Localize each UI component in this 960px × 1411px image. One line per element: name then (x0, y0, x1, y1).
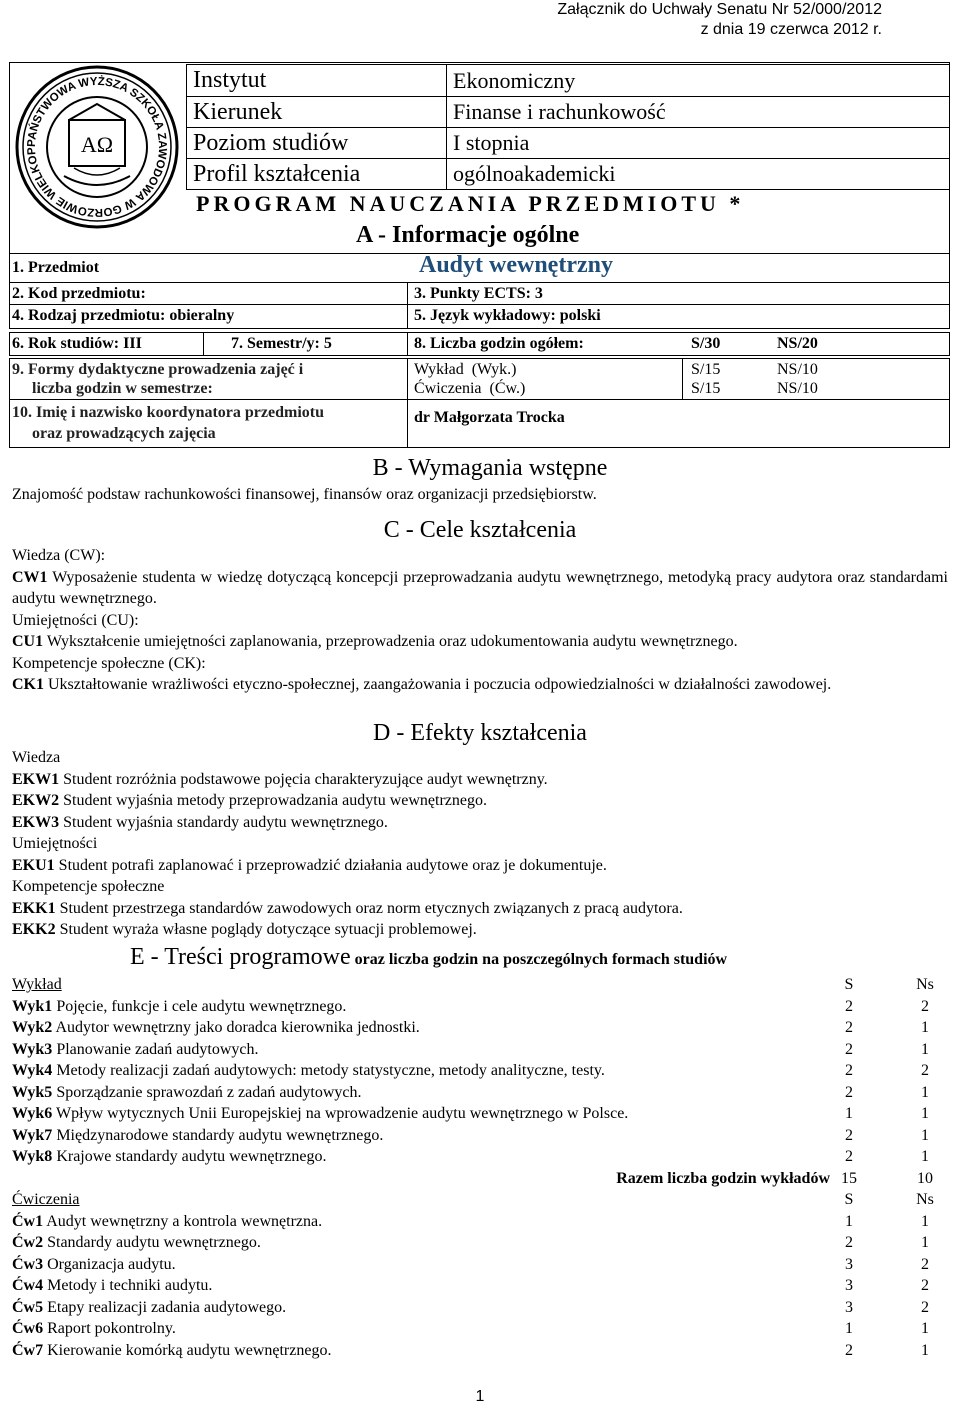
section-e-title-big: E - Treści programowe (130, 944, 351, 970)
form-wyk-s: S/15 (691, 361, 721, 378)
cw-row (12, 1297, 948, 1319)
p10-label (12, 402, 324, 444)
cw-row (12, 1254, 948, 1276)
wyk-hours-ns: 2 (921, 1062, 929, 1079)
cw-hours-s: 1 (845, 1320, 853, 1337)
wyk-hours-ns: 1 (921, 1148, 929, 1165)
wyk-hours-ns: 1 (921, 1040, 929, 1058)
university-logo (14, 64, 180, 230)
cw1-text: Wyposażenie studenta w wiedzę dotyczącą koncepcji przeprowadzania audytu wewnętrznego, metodyką pracy audytora oraz standardami audytu wewnętrznego. (12, 568, 948, 607)
poziom-value: I stopnia (447, 128, 950, 159)
wyk-hours-s: 2 (845, 1126, 853, 1144)
program-title: PROGRAM NAUCZANIA PRZEDMIOTU * (196, 191, 745, 216)
section-c-title: C - Cele kształcenia (383, 517, 577, 543)
p8-s: S/30 (691, 335, 721, 352)
profil-value: ogólnoakademicki (447, 159, 950, 190)
section-d-body (12, 747, 948, 941)
cu1-text: Wykształcenie umiejętności zaplanowania, przeprowadzenia oraz udokumentowania audytu wewnętrznego. (46, 633, 738, 650)
ekw1-text: Student rozróżnia podstawowe pojęcia charakteryzujące audyt wewnętrzny. (63, 770, 548, 788)
cw-text: Standardy audytu wewnętrznego. (47, 1234, 261, 1251)
wyk-row (12, 996, 948, 1018)
form-cw-ns: NS/10 (777, 380, 818, 397)
cw-hours-s: 2 (845, 1234, 853, 1251)
wyk-text: Sporządzanie sprawozdań z zadań audytowych. (56, 1083, 362, 1101)
wyk-hours-s: 2 (845, 1040, 853, 1058)
cw-row (12, 1340, 948, 1362)
wyk-row (12, 1103, 948, 1125)
cw-code: Ćw3 (12, 1255, 44, 1273)
wyk-text: Pojęcie, funkcje i cele audytu wewnętrznego. (56, 997, 347, 1015)
c-um-head: Umiejętności (CU): (12, 611, 139, 629)
wyk-rows (12, 996, 948, 1168)
ekw3-code: EKW3 (12, 813, 60, 831)
cw-hours-s: 3 (845, 1298, 853, 1316)
cw-head: Ćwiczenia (12, 1191, 80, 1208)
coordinator-name: dr Małgorzata Trocka (414, 409, 565, 426)
cw-code: Ćw6 (12, 1320, 44, 1337)
poziom-label: Poziom studiów (187, 128, 447, 159)
p8-label: 8. Liczba godzin ogółem: (414, 335, 584, 352)
wyk-hours-s: 2 (845, 997, 853, 1015)
cw-text: Audyt wewnętrzny a kontrola wewnętrzna. (46, 1212, 323, 1230)
ck1-text: Ukształtowanie wrażliwości etyczno-społecznej, zaangażowania i poczucia odpowiedzialności w działalności zawodowej. (48, 676, 832, 693)
wyk-hours-ns: 1 (921, 1019, 929, 1036)
wyk-code: Wyk3 (12, 1040, 53, 1058)
p2-label: 2. Kod przedmiotu: (12, 285, 146, 302)
eku1-text: Student potrafi zaplanować i przeprowadzić działania audytowe oraz je dokumentuje. (58, 856, 607, 874)
col-ns-head: Ns (916, 976, 934, 993)
d-um-head: Umiejętności (12, 835, 98, 852)
p9-forms (414, 360, 525, 398)
cw-hours-s: 3 (845, 1277, 853, 1294)
ekw1 (12, 769, 948, 791)
wyk-code: Wyk1 (12, 997, 53, 1015)
cu1 (12, 631, 948, 653)
cu1-code: CU1 (12, 633, 44, 650)
institution-table (186, 64, 950, 190)
p9-ns (777, 360, 818, 398)
p5-label: 5. Język wykładowy: polski (414, 307, 601, 324)
wyk-text: Planowanie zadań audytowych. (56, 1040, 259, 1058)
wyk-hours-s: 2 (845, 1019, 853, 1036)
p10-label-line-1: 10. Imię i nazwisko koordynatora przedmiotu (12, 404, 324, 421)
p4-label: 4. Rodzaj przedmiotu: obieralny (12, 307, 235, 324)
cw-hours-s: 2 (845, 1341, 853, 1359)
wyk-row (12, 1146, 948, 1168)
ekk1-text: Student przestrzega standardów zawodowych oraz norm etycznych związanych z pracą audytora. (59, 899, 683, 917)
ekw2-text: Student wyjaśnia metody przeprowadzania audytu wewnętrznego. (63, 792, 487, 809)
form-cw-s: S/15 (691, 380, 721, 397)
wyk-row (12, 1125, 948, 1147)
header-note-line-1: Załącznik do Uchwały Senatu Nr 52/000/2012 (557, 1, 882, 18)
p9-label-line-1: 9. Formy dydaktyczne prowadzenia zajęć i (12, 361, 304, 378)
ekw3 (12, 812, 948, 834)
section-a-title: A - Informacje ogólne (356, 222, 580, 248)
wyk-text: Międzynarodowe standardy audytu wewnętrznego. (56, 1126, 384, 1144)
section-d-title: D - Efekty kształcenia (373, 720, 587, 746)
wyk-code: Wyk6 (12, 1105, 53, 1122)
wyk-head: Wykład (12, 976, 62, 993)
section-e-table (12, 974, 948, 1361)
logo-ring-text: PAŃSTWOWA WYŻSZA SZKOŁA ZAWODOWA W GORZOWIE WIELKOP (25, 75, 169, 219)
wyk-text: Wpływ wytycznych Unii Europejskiej na wprowadzenie audytu wewnętrznego w Polsce. (56, 1105, 629, 1122)
ekk2-code: EKK2 (12, 921, 56, 938)
wyk-row (12, 1060, 948, 1082)
p9-s (691, 360, 720, 398)
ekw3-text: Student wyjaśnia standardy audytu wewnętrznego. (63, 813, 388, 831)
wyk-hours-s: 2 (845, 1083, 853, 1101)
profil-label: Profil kształcenia (187, 159, 447, 190)
cw1 (12, 567, 948, 610)
section-b-text: Znajomość podstaw rachunkowości finansowej, finansów oraz organizacji przedsiębiorstw. (12, 486, 597, 503)
wyk-hours-ns: 2 (921, 997, 929, 1015)
wyk-code: Wyk4 (12, 1062, 53, 1079)
form-cw: Ćwiczenia (Ćw.) (414, 380, 526, 397)
cw-hours-s: 3 (845, 1255, 853, 1273)
c-komp-head: Kompetencje społeczne (CK): (12, 654, 206, 672)
ck1-code: CK1 (12, 676, 44, 693)
p10-label-line-2: oraz prowadzących zajęcia (32, 425, 216, 442)
ekk2 (12, 919, 948, 941)
cw-row (12, 1232, 948, 1254)
cw-hours-ns: 2 (921, 1298, 929, 1316)
c-wiedza-head: Wiedza (CW): (12, 547, 106, 564)
logo-center-letters: AΩ (80, 132, 114, 157)
wyk-hours-s: 1 (845, 1105, 853, 1122)
p7-label: 7. Semestr/y: 5 (231, 335, 332, 352)
wyk-total-s: 15 (841, 1169, 857, 1187)
eku1-code: EKU1 (12, 856, 55, 874)
wyk-code: Wyk5 (12, 1083, 53, 1101)
wyk-hours-ns: 1 (921, 1126, 929, 1144)
wyk-row (12, 1017, 948, 1039)
inst-value: Ekonomiczny (447, 65, 950, 97)
ekw2-code: EKW2 (12, 792, 60, 809)
wyk-row (12, 1039, 948, 1061)
cw-hours-ns: 1 (921, 1212, 929, 1230)
cw-text: Kierowanie komórką audytu wewnętrznego. (47, 1341, 332, 1359)
kier-value: Finanse i rachunkowość (447, 97, 950, 128)
cw-hours-ns: 2 (921, 1255, 929, 1273)
cw-hours-ns: 1 (921, 1234, 929, 1251)
section-c-body (12, 545, 948, 696)
wyk-code: Wyk8 (12, 1148, 53, 1165)
wyk-text: Metody realizacji zadań audytowych: metody statystyczne, metody analityczne, testy. (56, 1062, 605, 1079)
cw-hours-ns: 1 (921, 1320, 929, 1337)
eku1 (12, 855, 948, 877)
cw-row (12, 1275, 948, 1297)
ekk1 (12, 898, 948, 920)
wyk-text: Krajowe standardy audytu wewnętrznego. (56, 1148, 327, 1165)
header-note-line-2: z dnia 19 czerwca 2012 r. (700, 21, 882, 38)
section-e-title (130, 944, 727, 971)
ekk2-text: Student wyraża własne poglądy dotyczące sytuacji problemowej. (59, 921, 477, 938)
d-komp-head: Kompetencje społeczne (12, 878, 165, 895)
cw-row (12, 1211, 948, 1233)
wyk-row (12, 1082, 948, 1104)
section-e-title-small: oraz liczba godzin na poszczególnych formach studiów (354, 951, 728, 968)
wyk-total-ns: 10 (917, 1169, 933, 1187)
inst-label: Instytut (187, 65, 447, 97)
d-wiedza-head: Wiedza (12, 749, 61, 766)
wyk-total-row (12, 1168, 948, 1190)
form-wyk-ns: NS/10 (777, 361, 818, 378)
p9-label (12, 360, 303, 398)
ck1 (12, 674, 948, 696)
cw1-code: CW1 (12, 568, 48, 586)
wyk-hours-ns: 1 (921, 1083, 929, 1101)
wyk-hours-ns: 1 (921, 1105, 929, 1122)
cw-text: Organizacja audytu. (47, 1255, 176, 1273)
cw-text: Etapy realizacji zadania audytowego. (47, 1298, 287, 1316)
p6-label: 6. Rok studiów: III (12, 335, 142, 352)
cw-row (12, 1318, 948, 1340)
cw-rows (12, 1211, 948, 1362)
wyk-hours-s: 2 (845, 1062, 853, 1079)
col-s-head: S (844, 976, 854, 993)
cw-code: Ćw7 (12, 1341, 44, 1359)
cw-text: Metody i techniki audytu. (47, 1277, 213, 1294)
cw-hours-ns: 2 (921, 1277, 929, 1294)
course-info (9, 254, 950, 452)
cw-code: Ćw5 (12, 1298, 44, 1316)
wyk-code: Wyk2 (12, 1019, 53, 1036)
cw-hours-ns: 1 (921, 1341, 929, 1359)
cw-header-row (12, 1189, 948, 1211)
wyk-hours-s: 2 (845, 1148, 853, 1165)
p8-ns: NS/20 (777, 335, 818, 352)
p3-label: 3. Punkty ECTS: 3 (414, 285, 543, 302)
page-number: 1 (475, 1388, 485, 1405)
p9-label-line-2: liczba godzin w semestrze: (32, 380, 213, 397)
kier-label: Kierunek (187, 97, 447, 128)
header-note (557, 0, 882, 40)
cw-code: Ćw1 (12, 1212, 44, 1230)
cw-text: Raport pokontrolny. (47, 1320, 176, 1337)
cw-col-s-head: S (844, 1191, 854, 1208)
p1-label: 1. Przedmiot (12, 259, 100, 276)
ekk1-code: EKK1 (12, 899, 56, 917)
wyk-header-row (12, 974, 948, 996)
cw-col-ns-head: Ns (916, 1191, 934, 1208)
form-wyk: Wykład (Wyk.) (414, 361, 517, 378)
cw-code: Ćw2 (12, 1234, 44, 1251)
course-name: Audyt wewnętrzny (419, 252, 613, 278)
section-b-title: B - Wymagania wstępne (372, 455, 608, 481)
wyk-code: Wyk7 (12, 1126, 53, 1144)
ekw2 (12, 790, 948, 812)
wyk-total-label: Razem liczba godzin wykładów (616, 1169, 830, 1187)
wyk-text: Audytor wewnętrzny jako doradca kierownika jednostki. (55, 1019, 420, 1036)
cw-hours-s: 1 (845, 1212, 853, 1230)
cw-code: Ćw4 (12, 1277, 44, 1294)
ekw1-code: EKW1 (12, 770, 60, 788)
